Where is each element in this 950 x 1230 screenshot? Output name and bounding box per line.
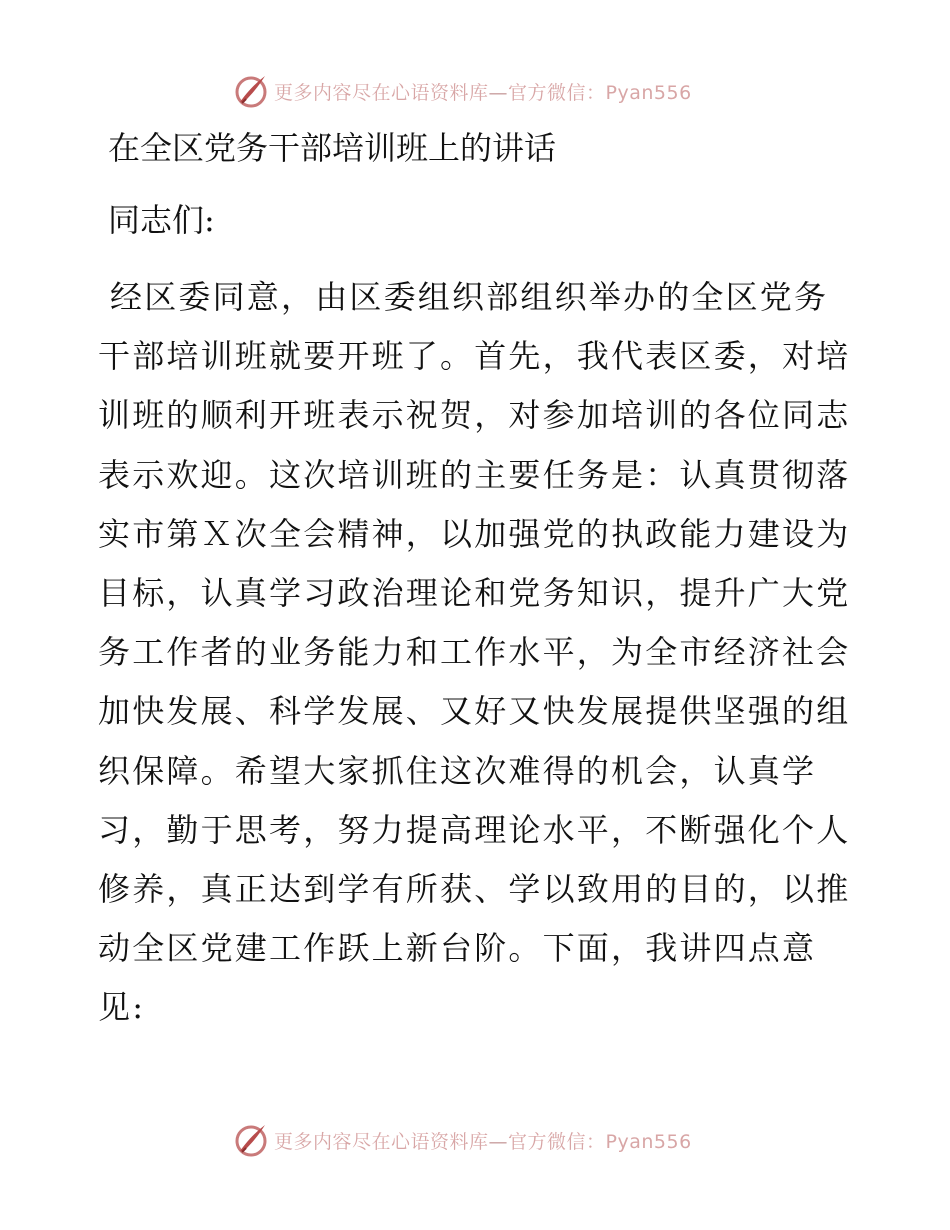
quill-pen-logo-icon bbox=[232, 72, 270, 110]
paragraph-line: 习，勤于思考，努力提高理论水平，不断强化个人 bbox=[98, 810, 851, 849]
header-watermark-banner bbox=[232, 71, 692, 111]
body-paragraph bbox=[98, 268, 850, 1037]
paragraph-line: 经区委同意，由区委组织部组织举办的全区党务 bbox=[110, 278, 829, 316]
watermark-text bbox=[274, 78, 692, 105]
footer-watermark-banner bbox=[232, 1120, 692, 1160]
paragraph-line: 干部培训班就要开班了。首先，我代表区委，对培 bbox=[98, 337, 851, 376]
document-title: 在全区党务干部培训班上的讲话 bbox=[108, 129, 557, 167]
watermark-text bbox=[274, 1127, 692, 1154]
watermark-dash: — bbox=[488, 81, 509, 104]
paragraph-line: 表示欢迎。这次培训班的主要任务是：认真贯彻落 bbox=[98, 455, 851, 494]
paragraph-line: 织保障。希望大家抓住这次难得的机会，认真学 bbox=[98, 751, 817, 790]
watermark-main-text: 更多内容尽在心语资料库 bbox=[274, 1130, 489, 1153]
paragraph-line: 动全区党建工作跃上新台阶。下面，我讲四点意 bbox=[98, 929, 817, 968]
watermark-wechat-text: 官方微信：Pyan556 bbox=[508, 81, 692, 104]
paragraph-line: 见: bbox=[98, 988, 146, 1027]
paragraph-line: 加快发展、科学发展、又好又快发展提供坚强的组 bbox=[98, 692, 851, 731]
quill-pen-logo-icon bbox=[232, 1121, 270, 1159]
paragraph-line: 实市第Ｘ次全会精神，以加强党的执政能力建设为 bbox=[98, 514, 851, 553]
paragraph-line: 务工作者的业务能力和工作水平，为全市经济社会 bbox=[98, 633, 851, 672]
watermark-main-text: 更多内容尽在心语资料库 bbox=[274, 81, 489, 104]
salutation: 同志们: bbox=[108, 201, 215, 239]
paragraph-line: 修养，真正达到学有所获、学以致用的目的，以推 bbox=[98, 869, 851, 908]
watermark-dash: — bbox=[488, 1130, 509, 1153]
paragraph-line: 目标，认真学习政治理论和党务知识，提升广大党 bbox=[98, 573, 851, 612]
watermark-wechat-text: 官方微信：Pyan556 bbox=[508, 1130, 692, 1153]
paragraph-line: 训班的顺利开班表示祝贺，对参加培训的各位同志 bbox=[98, 396, 851, 435]
